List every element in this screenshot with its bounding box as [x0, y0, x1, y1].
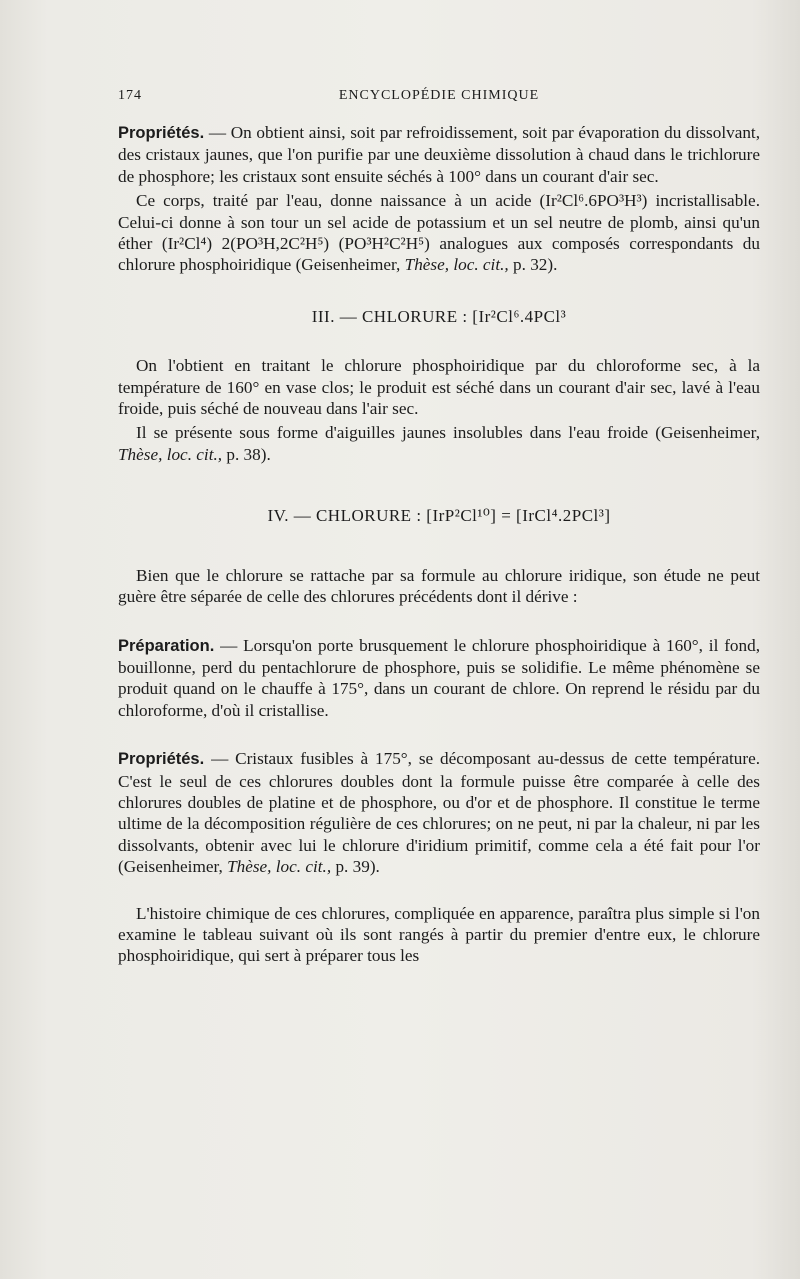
paragraph: On l'obtient en traitant le chlorure phosphoiridique par du chloroforme sec, à la température de 160° en vase clos; le produit est séché dans un courant d'air sec, lavé à l'eau froide, puis séché de nouveau dans l'air sec. — [118, 356, 760, 419]
spacer — [118, 724, 760, 748]
citation: Thèse, loc. cit., — [227, 857, 332, 877]
section-lead: Préparation. — [118, 636, 215, 655]
paragraph: Bien que le chlorure se rattache par sa formule au chlorure iridique, son étude ne peut guère être séparée de celle des chlorures précédents dont il dérive : — [118, 565, 760, 607]
paragraph: Propriétés. — Cristaux fusibles à 175°, se décomposant au-dessus de cette température. C'est le seul de ces chlorures doubles dont la formule puisse être comparée à celle des chlorures doubles de platine et de phosphore, ou d'or et de phosphore. Il constitue le terme ultime de la décomposition régulière de ces chlorures; on ne peut, ni par la chaleur, ni par les dissolvants, obtenir avec lui le chlorure d'iridium primitif, comme cela a été fait pour l'or (Geisenheimer, Thèse, loc. cit., p. 39). — [118, 749, 760, 877]
running-title: ENCYCLOPÉDIE CHIMIQUE — [338, 88, 540, 103]
paragraph: Propriétés. — On obtient ainsi, soit par refroidissement, soit par évaporation du dissolvant, des cristaux jaunes, que l'on purifie par une deuxième dissolution à chaud dans le trichlorure de phosphore; les cristaux sont ensuite séchés à 100° dans un courant d'air sec. — [118, 123, 760, 186]
spacer — [118, 881, 760, 903]
paragraph: L'histoire chimique de ces chlorures, compliquée en apparence, paraîtra plus simple si l'on examine le tableau suivant où ils sont rangés à partir du premier d'entre eux, le chlorure phosphoiridique, qui sert à préparer tous les — [118, 903, 760, 966]
section-heading: IV. — CHLORURE : [IrP²Cl¹⁰] = [IrCl⁴.2PCl³] — [267, 506, 611, 526]
section-heading: III. — CHLORURE : [Ir²Cl⁶.4PCl³ — [311, 306, 567, 326]
paragraph: Il se présente sous forme d'aiguilles jaunes insolubles dans l'eau froide (Geisenheimer, Thèse, loc. cit., p. 38). — [118, 423, 760, 464]
body-text — [118, 122, 760, 970]
section-lead: Propriétés. — [118, 124, 205, 142]
page-number: 174 — [118, 88, 142, 103]
citation: Thèse, loc. cit., — [404, 255, 509, 275]
paragraph: Ce corps, traité par l'eau, donne naissance à un acide (Ir²Cl⁶.6PO³H³) incristallisable. Celui-ci donne à son tour un sel acide de potassium et un sel neutre de plomb, ainsi qu'un éther (Ir²Cl⁴) 2(PO³H,2C²H⁵) (PO³H²C²H⁵) analogues aux composés correspondants du chlorure phosphoiridique (Geisenheimer, Thèse, loc. cit., p. 32). — [118, 191, 760, 275]
paragraph: Préparation. — Lorsqu'on porte brusquement le chlorure phosphoiridique à 160°, il fond, bouillonne, perd du pentachlorure de phosphore, puis se solidifie. Le même phénomène se produit quand on le chauffe à 175°, dans un courant de chlore. On reprend le résidu par du chloroforme, d'où il cristallise. — [118, 635, 760, 720]
section-lead: Propriétés. — [118, 750, 205, 769]
page-header — [118, 88, 760, 112]
citation: Thèse, loc. cit., — [118, 444, 223, 464]
spacer — [118, 611, 760, 635]
